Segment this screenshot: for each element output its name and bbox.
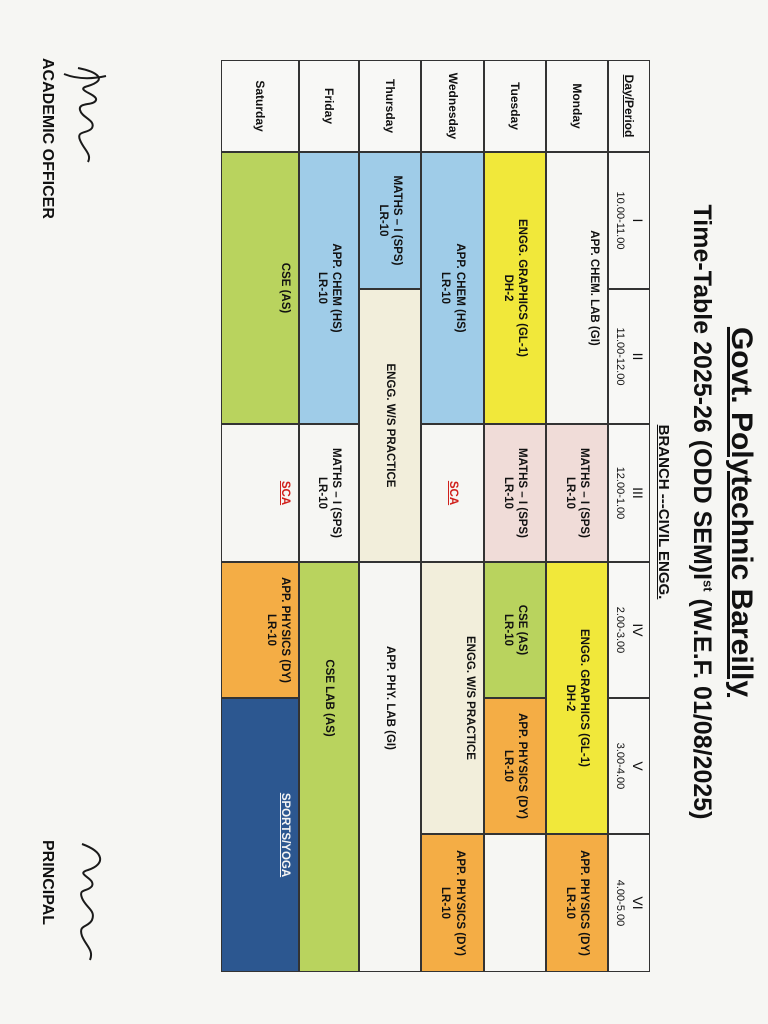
- thursday-ws-practice: [359, 289, 421, 562]
- class-label: APP. CHEM (HS): [453, 243, 466, 333]
- room-label: DH-2: [502, 274, 514, 302]
- class-label: ENGG. GRAPHICS (GL-1): [516, 218, 529, 357]
- college-title: Govt. Polytechnic Bareilly: [725, 326, 758, 698]
- timetable-title: [687, 0, 716, 1024]
- class-label: CSE LAB (AS): [323, 659, 336, 737]
- friday-maths: [299, 424, 359, 562]
- branch-label: BRANCH ---CIVIL ENGG.: [655, 424, 672, 600]
- period-num: V: [629, 761, 646, 771]
- wednesday-sca: [421, 424, 484, 562]
- monday-maths: [546, 424, 608, 562]
- principal-label: PRINCIPAL: [39, 840, 56, 926]
- period-time: 10.00-11.00: [614, 191, 627, 250]
- thursday-app-phy-lab: [359, 562, 421, 972]
- tuesday-free: [484, 834, 546, 972]
- period-time: 12.00-1.00: [614, 466, 627, 520]
- period-time: 2.00-3.00: [614, 606, 627, 654]
- class-label: SCA: [279, 480, 291, 506]
- room-label: LR-10: [264, 614, 277, 646]
- class-label: APP. PHY. LAB (GI): [384, 646, 397, 750]
- class-label: CSE (AS): [279, 262, 291, 314]
- timetable-title-sup: st: [700, 580, 716, 592]
- period-time: 11.00-12.00: [614, 327, 627, 386]
- timetable-title-main: Time-Table 2025-26 (ODD SEM)I: [688, 204, 716, 581]
- class-label: APP. PHYSICS (DY): [516, 713, 529, 819]
- day-tuesday: Tuesday: [484, 60, 546, 152]
- period-num: VI: [629, 896, 646, 910]
- thursday-maths: [359, 152, 421, 289]
- day-saturday: Saturday: [221, 60, 299, 152]
- class-label: MATHS – I (SPS): [330, 448, 343, 538]
- day-wednesday: Wednesday: [421, 60, 484, 152]
- room-label: LR-10: [564, 477, 576, 509]
- class-label: MATHS – I (SPS): [578, 448, 591, 538]
- friday-cse-lab: [299, 562, 359, 972]
- period-header-3: [608, 424, 650, 562]
- saturday-sports-yoga: [221, 698, 299, 972]
- class-label: ENGG. W/S PRACTICE: [384, 363, 397, 488]
- period-header-2: [608, 289, 650, 424]
- friday-app-chem: [299, 152, 359, 424]
- saturday-app-physics: [221, 562, 299, 698]
- room-label: LR-10: [564, 887, 576, 919]
- saturday-cse: [221, 152, 299, 424]
- room-label: LR-10: [316, 477, 328, 509]
- principal-signature: [56, 832, 118, 972]
- class-label: ENGG. GRAPHICS (GL-1): [578, 628, 591, 767]
- period-header-6: [608, 834, 650, 972]
- class-label: MATHS – I (SPS): [391, 175, 404, 266]
- class-label: APP. PHYSICS (DY): [279, 577, 291, 683]
- room-label: DH-2: [564, 684, 576, 712]
- room-label: LR-10: [439, 272, 452, 304]
- monday-engg-graphics: [546, 562, 608, 834]
- saturday-sca: [221, 424, 299, 562]
- period-num: II: [629, 352, 646, 361]
- room-label: LR-10: [316, 272, 328, 304]
- period-num: III: [629, 487, 646, 499]
- class-label: APP. CHEM. LAB (GI): [588, 230, 600, 346]
- room-label: LR-10: [502, 614, 514, 646]
- monday-app-chem-lab: [546, 152, 608, 424]
- day-friday: Friday: [299, 60, 359, 152]
- class-label: SCA: [446, 480, 459, 506]
- class-label: MATHS – I (SPS): [516, 448, 529, 538]
- class-label: SPORTS/YOGA: [279, 792, 291, 878]
- wednesday-ws-practice: [421, 562, 484, 834]
- academic-officer-signature: [56, 58, 118, 188]
- period-time: 4.00-5.00: [614, 879, 627, 927]
- tuesday-app-physics: [484, 698, 546, 834]
- academic-officer-label: ACADEMIC OFFICER: [39, 58, 56, 219]
- timetable-grid: [221, 60, 650, 972]
- period-header-4: [608, 562, 650, 698]
- tuesday-cse: [484, 562, 546, 698]
- class-label: APP. PHYSICS (DY): [453, 850, 466, 956]
- class-label: ENGG. W/S PRACTICE: [464, 636, 476, 760]
- timetable-title-wef: (W.E.F. 01/08/2025): [688, 591, 716, 820]
- room-label: LR-10: [502, 750, 514, 782]
- period-num: IV: [629, 623, 646, 637]
- day-monday: Monday: [546, 60, 608, 152]
- period-header-1: [608, 152, 650, 289]
- wednesday-app-physics: [421, 834, 484, 972]
- tuesday-engg-graphics: [484, 152, 546, 424]
- period-num: I: [629, 218, 646, 223]
- room-label: LR-10: [439, 887, 452, 919]
- room-label: LR-10: [377, 204, 389, 237]
- monday-app-physics: [546, 834, 608, 972]
- day-thursday: Thursday: [359, 60, 421, 152]
- corner-header: Day/Period: [608, 60, 650, 152]
- room-label: LR-10: [502, 477, 514, 509]
- period-time: 3.00-4.00: [614, 742, 627, 790]
- wednesday-app-chem: [421, 152, 484, 424]
- class-label: APP. CHEM (HS): [330, 243, 343, 333]
- class-label: CSE (AS): [516, 604, 529, 656]
- class-label: APP. PHYSICS (DY): [578, 850, 591, 956]
- period-header-5: [608, 698, 650, 834]
- tuesday-maths: [484, 424, 546, 562]
